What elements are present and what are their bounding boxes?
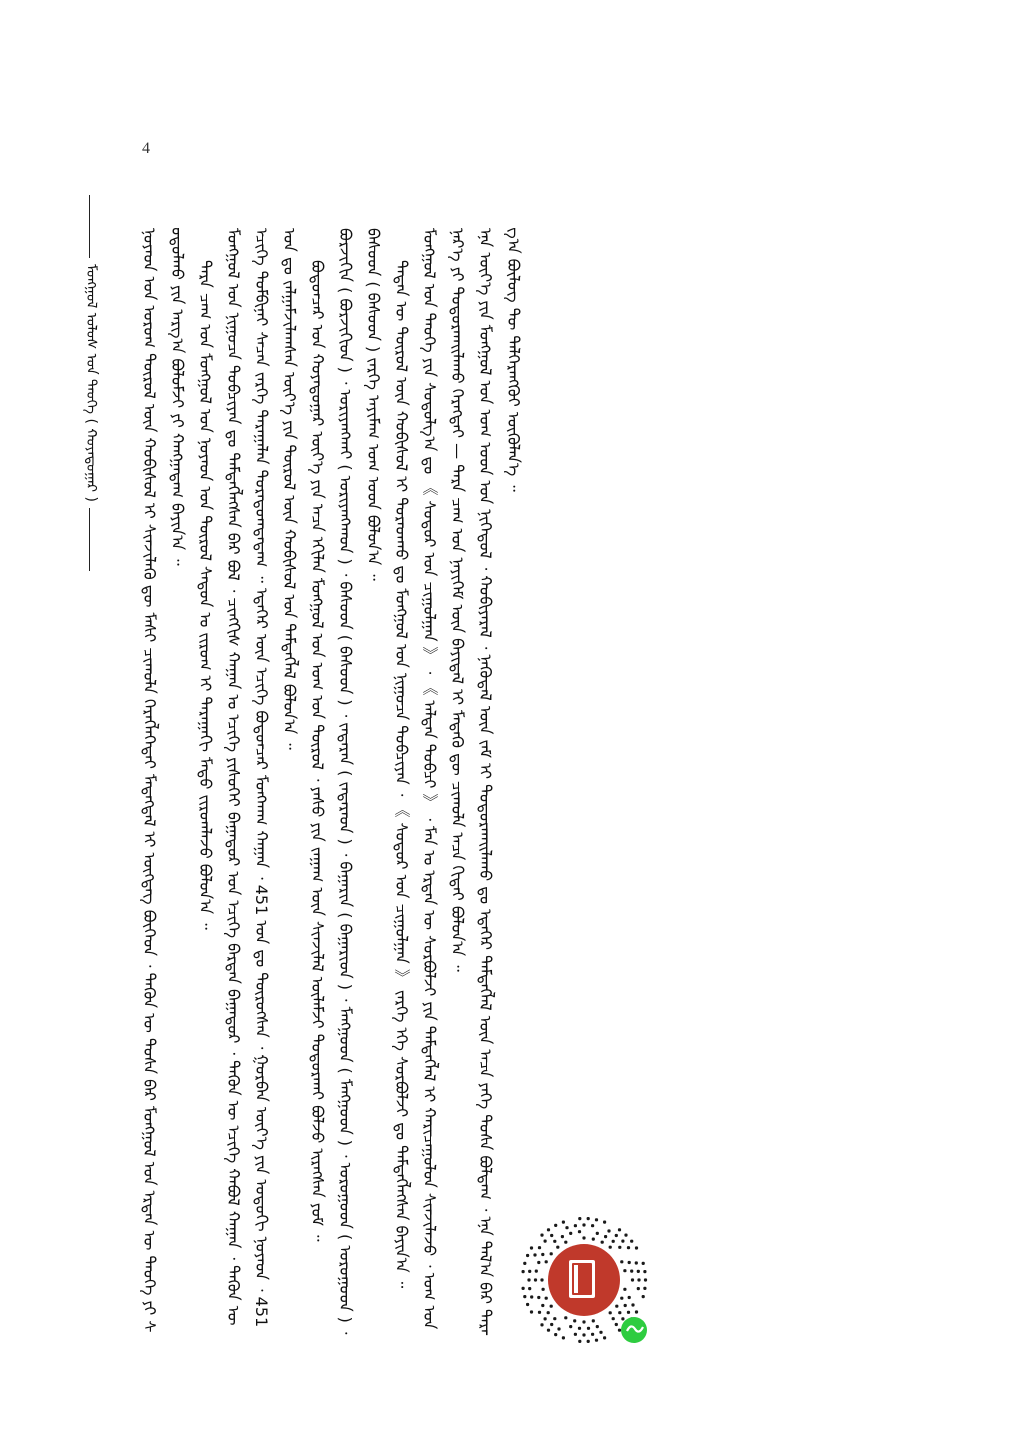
qr-dot xyxy=(635,1261,638,1264)
qr-dot xyxy=(544,1317,547,1320)
qr-dot xyxy=(526,1303,529,1306)
running-header xyxy=(78,195,104,571)
qr-dot xyxy=(533,1253,536,1256)
qr-dot xyxy=(562,1221,565,1224)
qr-dot xyxy=(603,1221,606,1224)
qr-dot xyxy=(603,1336,606,1339)
qr-dot xyxy=(530,1310,533,1313)
qr-dot xyxy=(545,1297,548,1300)
qr-dot xyxy=(540,1323,543,1326)
paragraph: ᠲᠡᠷᠡ ᠴᠠᠭ ᠤᠨ ᠮᠣᠩᠭᠣᠯ ᠤᠨ ᠨᠣᠶᠠᠳ ᠤᠨ ᠲᠥᠷᠥᠯ ᠰᠠᠳᠤᠨ ᠤ ᠵᠢᠷᠤᠭ ᠢ ᠳᠠᠷᠠᠭᠠᠬᠢ ᠮᠡᠲᠦ ᠵᠢᠷᠤᠭᠯᠠᠵᠤ ᠪᠣᠯᠤᠨ᠎ᠠ ᠃ xyxy=(196,260,215,930)
qr-dot xyxy=(582,1333,585,1336)
running-header-rule-bottom xyxy=(89,453,90,571)
qr-dot xyxy=(547,1329,550,1332)
qr-dot xyxy=(582,1223,585,1226)
qr-dot xyxy=(601,1241,604,1244)
qr-dot xyxy=(623,1269,626,1272)
qr-dot xyxy=(540,1234,543,1237)
qr-dot xyxy=(644,1278,647,1281)
qr-dot xyxy=(631,1278,634,1281)
qr-dot xyxy=(582,1320,585,1323)
qr-dot xyxy=(553,1317,556,1320)
qr-dot xyxy=(618,1311,621,1314)
qr-dot xyxy=(582,1236,585,1239)
qr-dot xyxy=(592,1238,595,1241)
qr-dot xyxy=(537,1261,540,1264)
running-header-text: ᠮᠣᠩᠭᠣᠯ ᠤᠯᠤᠰ ᠤᠨ ᠲᠡᠦᠬᠡ ( ᠬᠣᠶᠠᠳᠤᠭᠠᠷ ) xyxy=(83,258,99,508)
qr-dot xyxy=(578,1340,581,1343)
qr-dot xyxy=(623,1288,626,1291)
qr-dot xyxy=(540,1278,543,1281)
qr-dot xyxy=(578,1230,581,1233)
qr-dot xyxy=(550,1252,553,1255)
qr-dot xyxy=(628,1261,631,1264)
qr-dot xyxy=(631,1303,634,1306)
qr-dot xyxy=(635,1310,638,1313)
qr-dot xyxy=(527,1278,530,1281)
qr-dot xyxy=(574,1333,577,1336)
qr-dot xyxy=(526,1254,529,1257)
qr-dot xyxy=(599,1331,602,1334)
qr-dot xyxy=(615,1323,618,1326)
qr-dot xyxy=(542,1288,545,1291)
page-number: 4 xyxy=(142,140,150,157)
qr-dot xyxy=(541,1304,544,1307)
qr-dot xyxy=(541,1253,544,1256)
qr-dot xyxy=(547,1311,550,1314)
qr-dot xyxy=(618,1228,621,1231)
qr-dot xyxy=(530,1246,533,1249)
qr-dot xyxy=(523,1295,526,1298)
qr-dot xyxy=(587,1217,590,1220)
qr-dot xyxy=(528,1287,531,1290)
qr-dot xyxy=(624,1304,627,1307)
running-header-rule-top xyxy=(89,195,90,422)
qr-dot xyxy=(550,1234,553,1237)
qr-dot xyxy=(564,1316,567,1319)
qr-dot xyxy=(609,1311,612,1314)
qr-dot xyxy=(565,1226,568,1229)
qr-dot xyxy=(627,1246,630,1249)
qr-dot xyxy=(561,1235,564,1238)
qr-dot xyxy=(537,1296,540,1299)
qr-dot xyxy=(637,1278,640,1281)
qr-dot xyxy=(544,1240,547,1243)
qr-code-seal[interactable] xyxy=(514,1210,654,1350)
qr-dot xyxy=(554,1224,557,1227)
qr-dot xyxy=(643,1270,646,1273)
qr-dot xyxy=(609,1246,612,1249)
qr-dot xyxy=(528,1270,531,1273)
qr-dot xyxy=(620,1260,623,1263)
qr-dot xyxy=(595,1218,598,1221)
qr-dot xyxy=(564,1241,567,1244)
qr-dot xyxy=(618,1246,621,1249)
qr-dot xyxy=(592,1319,595,1322)
body-text xyxy=(135,228,875,1340)
qr-dot xyxy=(587,1340,590,1343)
qr-dot xyxy=(620,1297,623,1300)
mini-program-icon xyxy=(621,1317,647,1343)
qr-code-icon xyxy=(514,1210,654,1350)
qr-dot xyxy=(612,1240,615,1243)
qr-dot xyxy=(618,1329,621,1332)
qr-dot xyxy=(535,1270,538,1273)
qr-dot xyxy=(522,1287,525,1290)
qr-dot xyxy=(538,1311,541,1314)
paragraph: ᠡᠨᠡ ᠦᠶ᠎ᠡ ᠶᠢᠨ ᠮᠣᠩᠭᠣᠯ ᠤᠨ ᠣᠭ ᠤᠳ ᠤᠨ ᠨᠢᠭᠡᠳᠦᠯ ᠂ ᠬᠤᠪᠢᠶᠠᠷᠠᠯ ᠂ ᠨᠡᠭᠦᠳᠡᠯ ᠦᠨ ᠵᠠᠮ ᠢ ᠲᠣᠳᠣᠷᠬᠠᠢᠯᠠᠬᠤ ᠳᠤ ᠡᠳᠡᠭᠡᠷ ᠲᠡᠮᠳᠡᠭᠯᠡᠯ ᠦᠨ ᠠᠴᠠ ᠶᠡᠬᠡ ᠲᠤᠰᠠ ᠪᠣᠯᠳᠠᠭ ᠂ ᠡᠨᠡ ᠲᠠᠯ᠎ᠠ ᠪᠠᠷ ᠳᠠᠷᠠᠭ᠎ᠠ ᠪᠦᠯᠦᠭ ᠲᠦ ᠳᠡᠯᠭᠡᠷᠡᠩᠭᠦᠢ ᠥᠭᠦᠯᠡᠨ᠎ᠡ ᠃ xyxy=(476,228,523,1335)
qr-dot xyxy=(578,1217,581,1220)
qr-dot xyxy=(545,1260,548,1263)
qr-dot xyxy=(630,1240,633,1243)
qr-dot xyxy=(637,1270,640,1273)
qr-dot xyxy=(591,1333,594,1336)
book-icon xyxy=(569,1260,595,1298)
qr-dot xyxy=(553,1240,556,1243)
qr-dot xyxy=(530,1295,533,1298)
qr-dot xyxy=(642,1295,645,1298)
qr-dot xyxy=(596,1325,599,1328)
paragraph: ᠮᠣᠩᠭᠣᠯ ᠤᠨ ᠲᠡᠦᠬᠡ ᠶᠢᠨ ᠰᠤᠳᠤᠯᠭ᠎ᠠ ᠳᠤ 《 ᠰᠤᠳᠤᠷ ᠤᠨ ᠴᠢᠭᠤᠯᠭᠠᠨ 》 ᠂ 《 ᠠᠯᠲᠠᠨ ᠲᠣᠪᠴᠢ 》 ᠂ ᠮᠠᠨ ᠤ ᠡᠷᠲᠡᠨ ᠦ ᠰᠤᠷᠪᠤᠯᠵᠢ ᠶᠢᠨ ᠲᠡᠮᠳᠡᠭᠯᠡᠯ ᠢ ᠬᠠᠷᠢᠴᠠᠭᠤᠯᠤᠨ ᠰᠢᠨᠵᠢᠯᠡᠵᠦ ᠂ ᠣᠭ ᠤᠨ ᠨᠡᠷ᠎ᠡ ᠶᠢ ᠲᠣᠳᠣᠷᠬᠠᠢᠯᠠᠬᠤ ᠬᠡᠷᠡᠭᠲᠡᠢ — ᠲᠡᠷᠡ ᠴᠠᠭ ᠤᠨ ᠨᠡᠶᠢᠭᠡᠮ ᠦᠨ ᠪᠠᠶᠢᠳᠠᠯ ᠢ ᠮᠡᠳᠡᠬᠦ ᠳᠦ ᠴᠢᠬᠤᠯᠠ ᠠᠴᠠ ᠬᠢᠲᠠᠢ ᠪᠣᠯᠤᠨ᠎ᠠ ᠃ xyxy=(420,228,467,1335)
qr-dot xyxy=(554,1333,557,1336)
qr-dot xyxy=(642,1262,645,1265)
qr-dot xyxy=(621,1317,624,1320)
qr-dot xyxy=(615,1234,618,1237)
qr-dot xyxy=(621,1240,624,1243)
qr-dot xyxy=(628,1296,631,1299)
qr-dot xyxy=(635,1246,638,1249)
qr-dot xyxy=(534,1278,537,1281)
qr-dot xyxy=(574,1224,577,1227)
paragraph: ᠨᠣᠶᠠᠳ ᠤᠨ ᠤᠷᠤᠭ ᠲᠥᠷᠥᠯ ᠦᠨ ᠬᠤᠪᠢᠰᠤᠯ ᠢ ᠰᠢᠨᠵᠢᠯᠡᠬᠦ ᠳᠦ ᠮᠠᠰᠢ ᠴᠢᠬᠤᠯᠠ ᠬᠡᠷᠡᠭᠯᠡᠭᠡᠲᠡᠢ ᠮᠡᠳᠡᠭᠳᠡᠯ ᠢ ᠥᠭᠳᠡᠭ ᠪᠥᠭᠡᠳ ᠂ ᠲᠡᠭᠦᠨ ᠦ ᠲᠤᠰᠠ ᠪᠠᠷ ᠮᠣᠩᠭᠣᠯ ᠤᠨ ᠡᠷᠲᠡᠨ ᠦ ᠲᠡᠦᠬᠡ ᠶᠢ ᠰᠤᠳᠤᠯᠬᠤ ᠶᠢᠨ ᠠᠷᠭ᠎ᠠ ᠪᠣᠯᠤᠮᠵᠢ ᠶᠢ ᠬᠠᠩᠭᠠᠳᠠᠭ ᠪᠠᠶᠢᠨ᠎ᠠ ᠃ xyxy=(140,228,187,1332)
qr-dot xyxy=(607,1229,610,1232)
qr-dot xyxy=(557,1327,560,1330)
qr-dot xyxy=(569,1325,572,1328)
qr-dot xyxy=(550,1305,553,1308)
qr-dot xyxy=(595,1339,598,1342)
qr-dot xyxy=(624,1234,627,1237)
qr-dot xyxy=(562,1336,565,1339)
paragraph: ᠲᠡᠳᠡᠨ ᠦ ᠲᠥᠷᠥᠯ ᠦᠨ ᠬᠤᠪᠢᠰᠤᠯ ᠢ ᠳᠤᠷᠠᠳᠬᠤ ᠳᠤ ᠮᠣᠩᠭᠣᠯ ᠤᠨ ᠨᠢᠭᠤᠴᠠ ᠲᠣᠪᠴᠢᠶᠠᠨ ᠂ 《 ᠰᠤᠳᠤᠷ ᠤᠨ ᠴᠢᠭᠤᠯᠭᠠᠨ 》 ᠵᠡᠷᠭᠡ ᠡᠬᠡ ᠰᠤᠷᠪᠤᠯᠵᠢ ᠳᠤ ᠲᠡᠮᠳᠡᠭᠯᠡᠭᠰᠡᠨ ᠪᠠᠶᠢᠨ᠎ᠠ ᠃ xyxy=(392,260,411,1289)
qr-dot xyxy=(643,1287,646,1290)
qr-dot xyxy=(556,1246,559,1249)
qr-dot xyxy=(637,1287,640,1290)
qr-dot xyxy=(596,1232,599,1235)
qr-dot xyxy=(630,1270,633,1273)
qr-dot xyxy=(615,1305,618,1308)
paragraph: ᠪᠣᠷᠵᠢᠭᠢᠨ ( ᠪᠣᠷᠵᠢᠭᠢᠳ ) ᠂ ᠣᠷᠢᠶᠠᠩᠬᠠᠢ ( ᠣᠷᠢᠶᠠᠩᠬᠠᠳ ) ᠂ ᠪᠡᠰᠦᠳ ( ᠪᠡᠰᠦᠳ ) ᠂ ᠵᠠᠳᠠᠷᠠᠨ ( ᠵᠠᠳᠠᠷᠠᠳ ) ᠂ ᠪᠠᠭᠠᠷᠢᠨ ( ᠪᠠᠭᠠᠷᠢᠳ ) ᠂ ᠮᠠᠩᠭᠤᠳ ( ᠮᠠᠩᠭᠤᠳ ) ᠂ ᠤᠷᠤᠭᠤᠳ ( ᠤᠷᠤᠭᠤᠳ ) ᠂ ᠪᠡᠰᠦᠳ ( ᠪᠡᠰᠦᠳ ) ᠵᠡᠷᠭᠡ ᠠᠶᠢᠮᠠᠭ ᠣᠭ ᠤᠳ ᠪᠣᠯᠤᠨ᠎ᠠ ᠃ xyxy=(336,228,383,1340)
qr-dot xyxy=(587,1327,590,1330)
qr-dot xyxy=(612,1317,615,1320)
qr-dot xyxy=(604,1235,607,1238)
paragraph: ᠮᠣᠩᠭᠣᠯ ᠤᠨ ᠨᠢᠭᠤᠴᠠ ᠲᠣᠪᠴᠢᠶᠠᠨ ᠳᠤ ᠲᠡᠮᠳᠡᠭᠯᠡᠭᠰᠡᠨ ᠪᠠᠷ ᠪᠣᠯ ᠂ ᠴᠢᠩᠭᠢᠰ ᠬᠠᠭᠠᠨ ᠤ ᠡᠴᠢᠭᠡ ᠶᠢᠰᠦᠭᠡᠢ ᠪᠠᠭᠠᠲᠤᠷ ᠤᠨ ᠡᠴᠢᠭᠡ ᠪᠠᠷᠲᠠᠨ ᠪᠠᠭᠠᠲᠤᠷ ᠂ ᠲᠡᠭᠦᠨ ᠦ ᠡᠴᠢᠭᠡ ᠬᠠᠪᠤᠯ ᠬᠠᠭᠠᠨ ᠂ ᠲᠡᠭᠦᠨ ᠦ ᠡᠴᠢᠭᠡ ᠲᠤᠮᠪᠢᠨᠠᠢ ᠰᠡᠴᠡᠨ ᠵᠡᠷᠭᠡ ᠳᠠᠷᠠᠭᠠᠯᠠᠨ ᠳᠤᠷᠠᠳᠤᠭᠳᠠᠳᠠᠭ ᠃ ᠡᠳᠡᠭᠡᠷ ᠦᠨ ᠡᠴᠢᠭᠡ ᠪᠣᠳᠤᠨᠴᠠᠷ ᠮᠤᠩᠬᠠᠭ ᠬᠠᠭᠠᠨ ᠂ 451 ᠣᠨ ᠳᠤ ᠲᠥᠷᠥᠭᠰᠡᠨ ᠂ ᠭᠤᠷᠪᠠᠨ ᠦᠶ᠎ᠡ ᠶᠢᠨ ᠣᠳᠤᠬᠢ ᠨᠣᠶᠠᠳ ᠂ 451 ᠣᠨ ᠳᠤ ᠵᠠᠯᠭᠠᠮᠵᠢᠯᠠᠭᠰᠠᠨ ᠦᠶ᠎ᠡ ᠶᠢᠨ ᠲᠥᠷᠥᠯ ᠦᠨ ᠬᠤᠪᠢᠰᠤᠯ ᠤᠨ ᠲᠡᠮᠳᠡᠭᠯᠡᠯ ᠪᠣᠯᠤᠨ᠎ᠠ ᠃ xyxy=(224,228,299,1333)
qr-dot xyxy=(573,1319,576,1322)
qr-dot xyxy=(523,1262,526,1265)
paragraph: ᠪᠣᠳᠤᠨᠴᠠᠷ ᠤᠨ ᠬᠣᠶᠠᠳᠤᠭᠠᠷ ᠦᠶ᠎ᠡ ᠶᠢᠨ ᠠᠴᠠ ᠡᠬᠢᠯᠡᠨ ᠮᠣᠩᠭᠣᠯ ᠤᠨ ᠣᠭ ᠤᠨ ᠲᠥᠷᠥᠯ ᠂ ᠶᠠᠰᠤ ᠶᠢᠨ ᠵᠠᠭᠠᠭ ᠦᠨ ᠰᠢᠨᠵᠢᠯᠡᠯ ᠦᠯᠡᠮᠵᠢ ᠲᠣᠳᠣᠷᠬᠠᠢ ᠪᠣᠯᠵᠤ ᠢᠷᠡᠭᠰᠡᠨ ᠶᠤᠮ ᠃ xyxy=(308,260,327,1242)
qr-dot xyxy=(522,1270,525,1273)
qr-dot xyxy=(627,1311,630,1314)
qr-dot xyxy=(569,1232,572,1235)
qr-dot xyxy=(547,1228,550,1231)
qr-dot xyxy=(538,1246,541,1249)
qr-dot xyxy=(578,1327,581,1330)
qr-dot xyxy=(550,1323,553,1326)
qr-dot xyxy=(591,1224,594,1227)
